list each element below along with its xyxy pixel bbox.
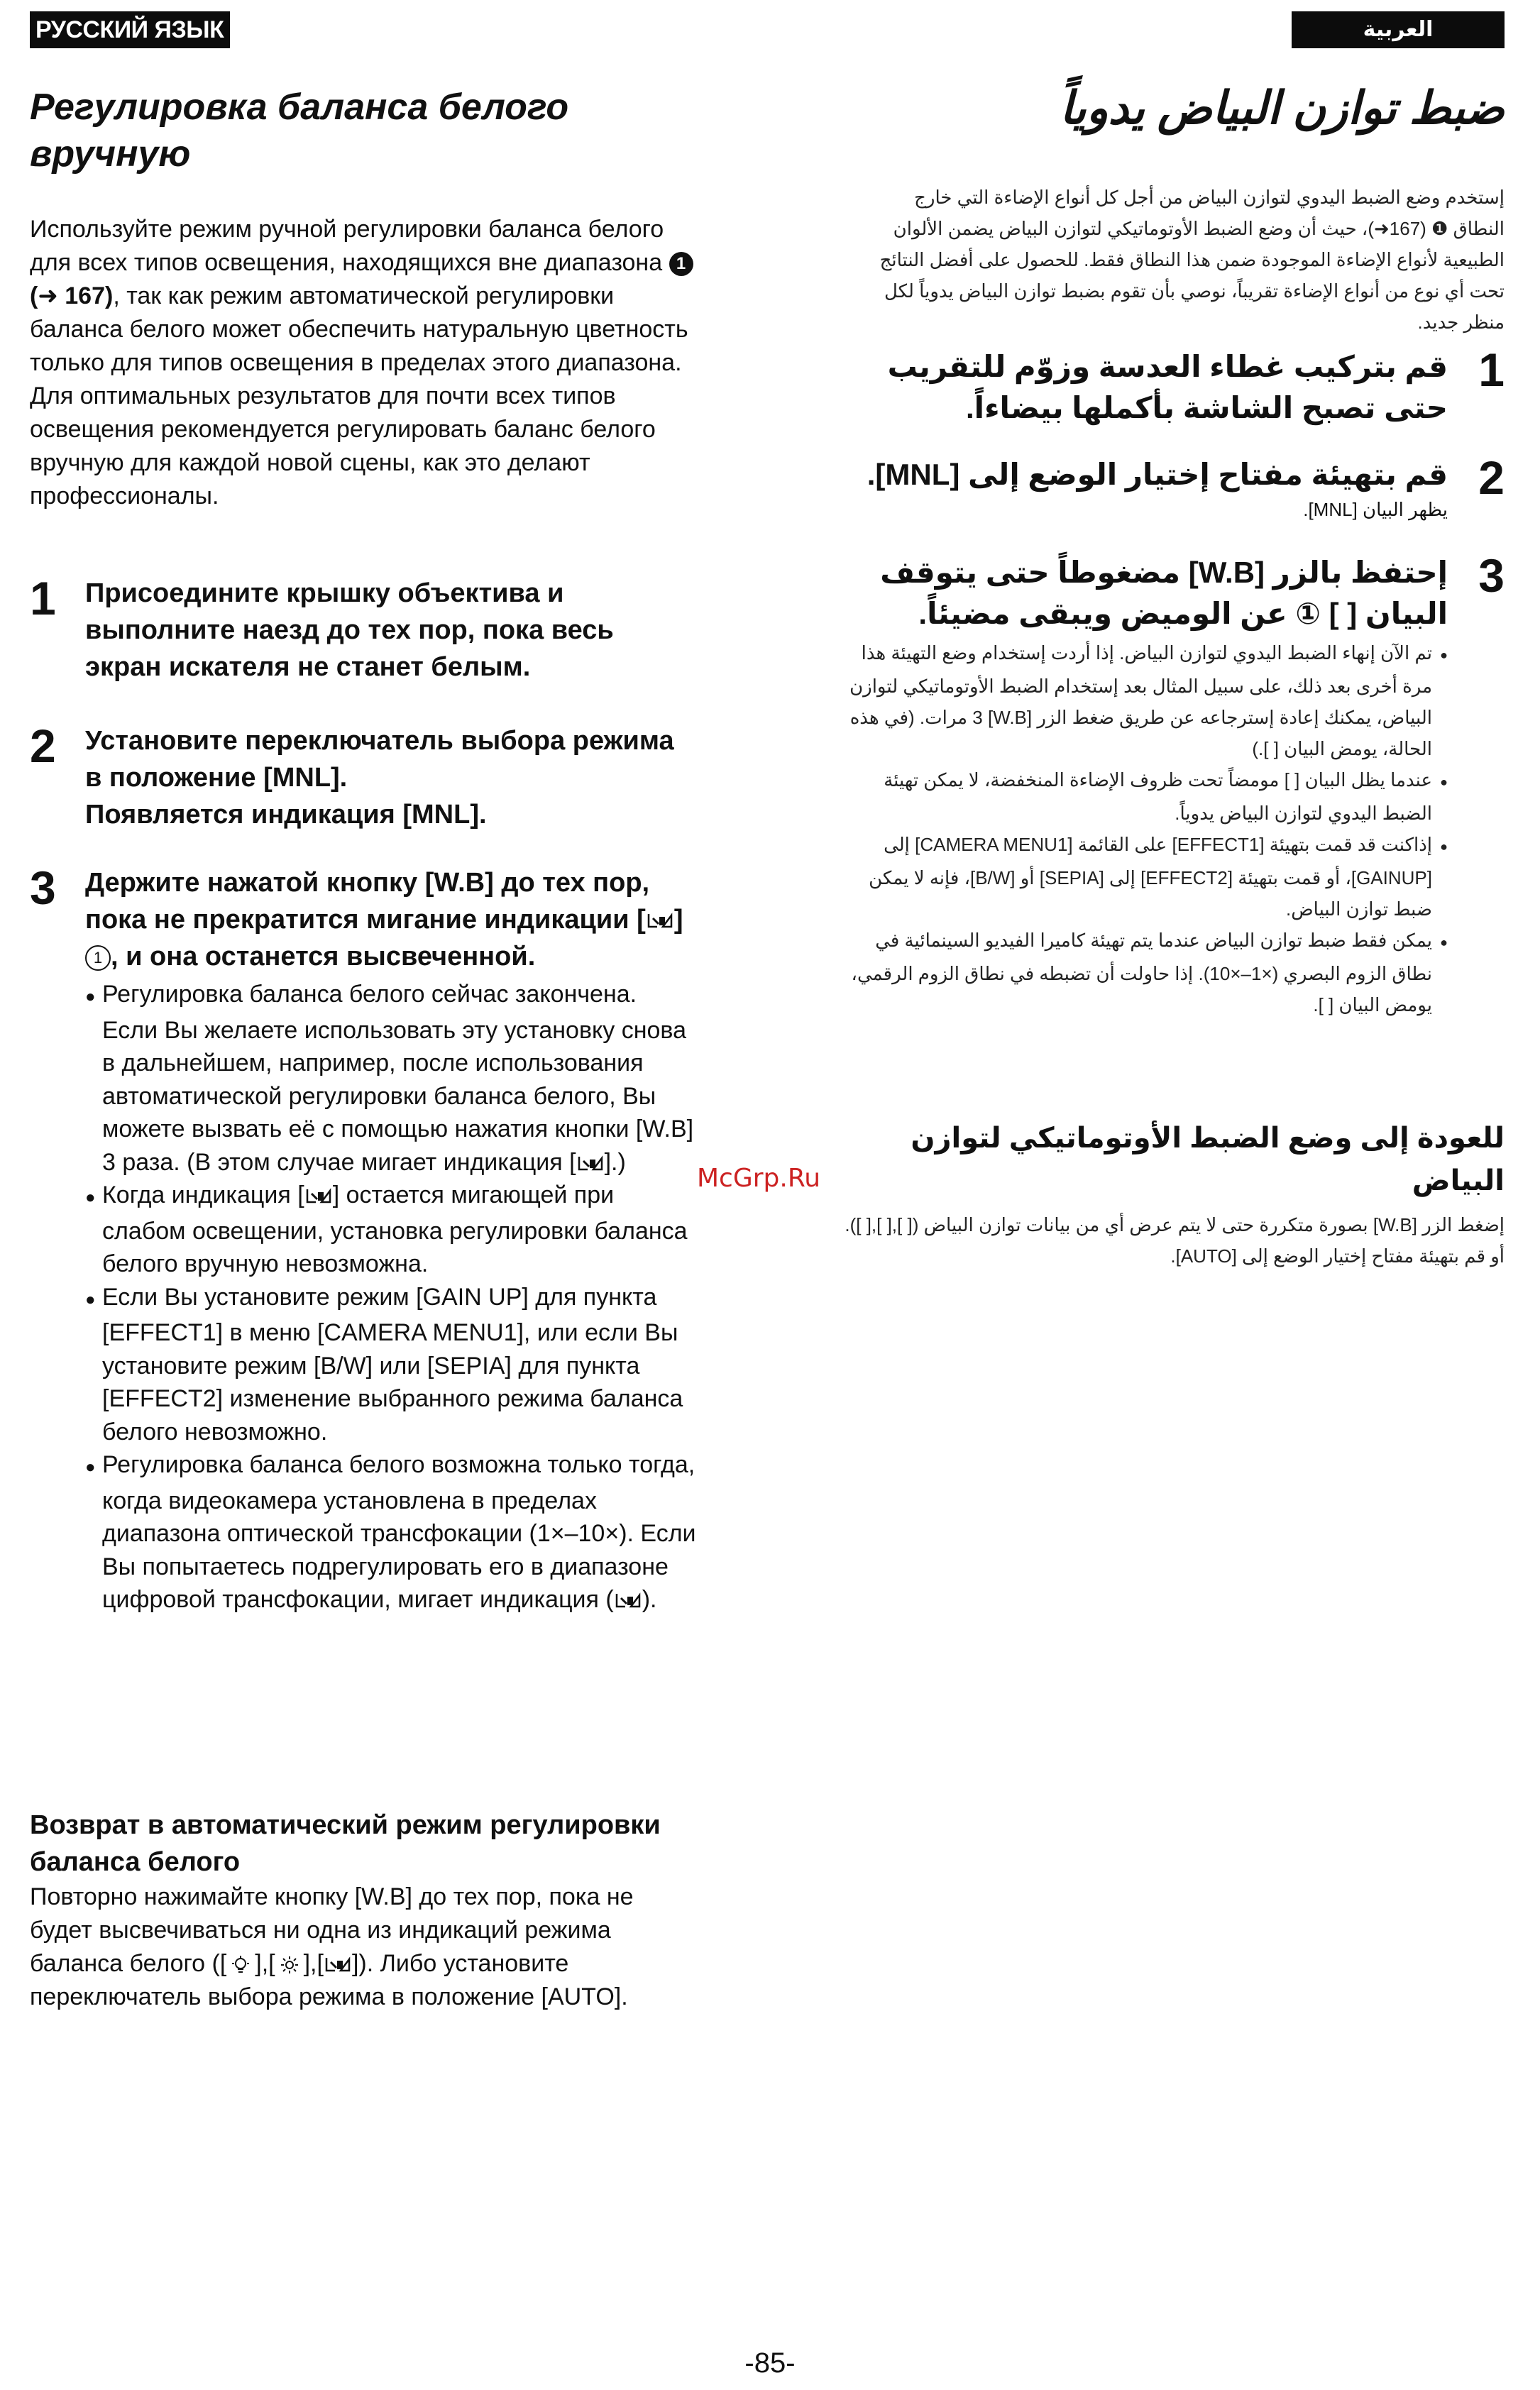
manual-white-balance-icon bbox=[614, 1591, 642, 1611]
russian-page-title: Регулировка баланса белого вручную bbox=[30, 87, 569, 175]
russian-step-3-text-3: , и она останется высвеченной. bbox=[111, 942, 536, 971]
russian-step-3-text bbox=[85, 864, 697, 975]
arabic-step-2 bbox=[830, 451, 1505, 524]
russian-step-2-number: 2 bbox=[30, 720, 56, 772]
russian-note-2: ● Когда индикация [ ] остается мигающей при слабом освещении, установка регулировки баланса белого вручную невозможна. bbox=[85, 1179, 697, 1281]
sun-icon bbox=[275, 1955, 304, 1975]
indoor-lamp-icon bbox=[226, 1955, 255, 1975]
russian-language-label: РУССКИЙ ЯЗЫК bbox=[30, 11, 230, 48]
russian-step-3-text-1: Держите нажатой кнопку [W.B] до тех пор, пока не прекратится мигание индикации [ bbox=[85, 868, 650, 935]
russian-step-2-text: Установите переключатель выбора режима в положение [MNL]. bbox=[85, 726, 674, 793]
russian-step-3-number: 3 bbox=[30, 861, 56, 914]
arabic-note-2: ● عندما يظل البيان [ ] مومضاً تحت ظروف الإضاءة المنخفضة، لا يمكن تهيئة الضبط اليدوي لتوازن البياض يدوياً. bbox=[830, 764, 1448, 829]
russian-step-3-text-2: ] bbox=[673, 905, 683, 935]
russian-note-4: ● Регулировка баланса белого возможна только тогда, когда видеокамера установлена в пределах диапазона оптической трансфокации (1×–10×). Если Вы попытаетесь подрегулировать его в диапазоне цифровой трансфокации, мигает индикация ( ). bbox=[85, 1448, 697, 1617]
russian-step-1-text: Присоедините крышку объектива и выполните наезд до тех пор, пока весь экран искателя не станет белым. bbox=[85, 578, 614, 682]
russian-section-title: Возврат в автоматический режим регулировки баланса белого bbox=[30, 1810, 661, 1877]
russian-step-3-notes bbox=[85, 978, 697, 1617]
marker-circle-1-icon: 1 bbox=[85, 945, 111, 971]
marker-1-icon: 1 bbox=[669, 252, 693, 276]
arabic-step-2-number: 2 bbox=[1478, 451, 1505, 504]
russian-intro bbox=[30, 213, 697, 513]
arabic-step-1-number: 1 bbox=[1478, 343, 1505, 396]
manual-white-balance-icon bbox=[304, 1186, 333, 1206]
arabic-page-title: ضبط توازن البياض يدوياً bbox=[1060, 82, 1505, 133]
manual-white-balance-icon bbox=[324, 1955, 352, 1975]
russian-step-1 bbox=[30, 572, 697, 685]
arabic-note-1: ● تم الآن إنهاء الضبط اليدوي لتوازن البياض. إذا أردت إستخدام وضع التهيئة هذا مرة أخرى بعد ذلك، على سبيل المثال بعد إستخدام الضبط الأوتوماتيكي لتوازن البياض، يمكنك إعادة إسترجاعه عن طريق ضغط الزر [W.B] 3 مرات. (في هذه الحالة، يومض البيان [ ].) bbox=[830, 637, 1448, 764]
manual-white-balance-icon bbox=[576, 1154, 605, 1174]
arabic-step-1 bbox=[830, 343, 1505, 429]
russian-return-auto-section bbox=[30, 1807, 697, 2014]
russian-step-2 bbox=[30, 722, 697, 833]
arabic-section-text: إضغط الزر [W.B] بصورة متكررة حتى لا يتم عرض أي من بيانات توازن البياض ([ ],[ ],[ ]). أو قم بتهيئة مفتاح إختيار الوضع إلى [AUTO]. bbox=[845, 1214, 1505, 1267]
watermark: McGrp.Ru bbox=[697, 1164, 821, 1193]
arabic-section-title: للعودة إلى وضع الضبط الأوتوماتيكي لتوازن البياض bbox=[911, 1123, 1505, 1196]
arabic-step-3-number: 3 bbox=[1478, 549, 1505, 602]
russian-intro-text-1: Используйте режим ручной регулировки баланса белого для всех типов освещения, находящихся вне диапазона bbox=[30, 216, 664, 276]
russian-note-3: ● Если Вы установите режим [GAIN UP] для пункта [EFFECT1] в меню [CAMERA MENU1], или если Вы установите режим [B/W] или [SEPIA] для пункта [EFFECT2] изменение выбранного режима баланса белого невозможно. bbox=[85, 1281, 697, 1449]
manual-white-balance-icon bbox=[646, 911, 674, 931]
arabic-step-2-text: قم بتهيئة مفتاح إختيار الوضع إلى [MNL]. bbox=[867, 458, 1448, 491]
russian-intro-text-2: , так как режим автоматической регулировки баланса белого может обеспечить натуральную цветность только для типов освещения в пределах этого диапазона. Для оптимальных результатов для почти всех типов освещения рекомендуется регулировать баланс белого вручную для каждой новой сцены, как это делают профессионалы. bbox=[30, 282, 688, 510]
arabic-note-3: ● إذاكنت قد قمت بتهيئة [EFFECT1] على القائمة [CAMERA MENU1] إلى [GAINUP]، أو قمت بتهيئة [EFFECT2] إلى [SEPIA] أو [B/W]، فإنه لا يمكن ضبط توازن البياض. bbox=[830, 829, 1448, 925]
russian-note-1: ● Регулировка баланса белого сейчас закончена. Если Вы желаете использовать эту установку снова в дальнейшем, например, после использования автоматической регулировки баланса белого, Вы можете вызвать её с помощью нажатия кнопки [W.B] 3 раза. (В этом случае мигает индикация [ ].) bbox=[85, 978, 697, 1179]
arabic-step-3-notes bbox=[830, 637, 1448, 1020]
arabic-note-4: ● يمكن فقط ضبط توازن البياض عندما يتم تهيئة كاميرا الفيديو السينمائية في نطاق الزوم البصري (×1–×10). إذا حاولت أن تضبطه في نطاق الزوم الرقمي، يومض البيان [ ]. bbox=[830, 925, 1448, 1020]
arabic-step-3-text: إحتفظ بالزر [W.B] مضغوطاً حتى يتوقف البيان [ ] ① عن الوميض ويبقى مضيئاً. bbox=[880, 556, 1448, 630]
arabic-step-1-text: قم بتركيب غطاء العدسة وزوّم للتقريب حتى تصبح الشاشة بأكملها بيضاءاً. bbox=[887, 350, 1448, 424]
page-number: -85- bbox=[744, 2347, 796, 2379]
arabic-step-2-sub: يظهر البيان [MNL]. bbox=[1303, 499, 1448, 520]
russian-intro-ref: (➜ 167) bbox=[30, 282, 114, 309]
arabic-return-auto-section bbox=[837, 1117, 1505, 1272]
russian-step-1-number: 1 bbox=[30, 572, 56, 624]
arabic-language-label: العربية bbox=[1292, 11, 1505, 48]
russian-section-text: Повторно нажимайте кнопку [W.B] до тех пор, пока не будет высвечиваться ни одна из индикаций режима баланса белого ([ ],[ ],[ ]). Либо установите переключатель выбора режима в положение [AUTO]. bbox=[30, 1883, 634, 2010]
arabic-intro: إستخدم وضع الضبط اليدوي لتوازن البياض من أجل كل أنواع الإضاءة التي خارج النطاق ❶ (167➜)، حيث أن وضع الضبط الأوتوماتيكي لتوازن البياض يضمن الألوان الطبيعية لأنواع الإضاءة الموجودة ضمن هذا النطاق فقط. للحصول على أفضل النتائج تحت أي نوع من أنواع الإضاءة تقريباً، نوصي بأن تقوم بضبط توازن البياض يدوياً لكل منظر جديد. bbox=[879, 187, 1505, 333]
russian-step-2-sub: Появляется индикация [MNL]. bbox=[85, 800, 487, 830]
arabic-step-3 bbox=[830, 549, 1505, 1020]
russian-step-3 bbox=[30, 861, 697, 1617]
